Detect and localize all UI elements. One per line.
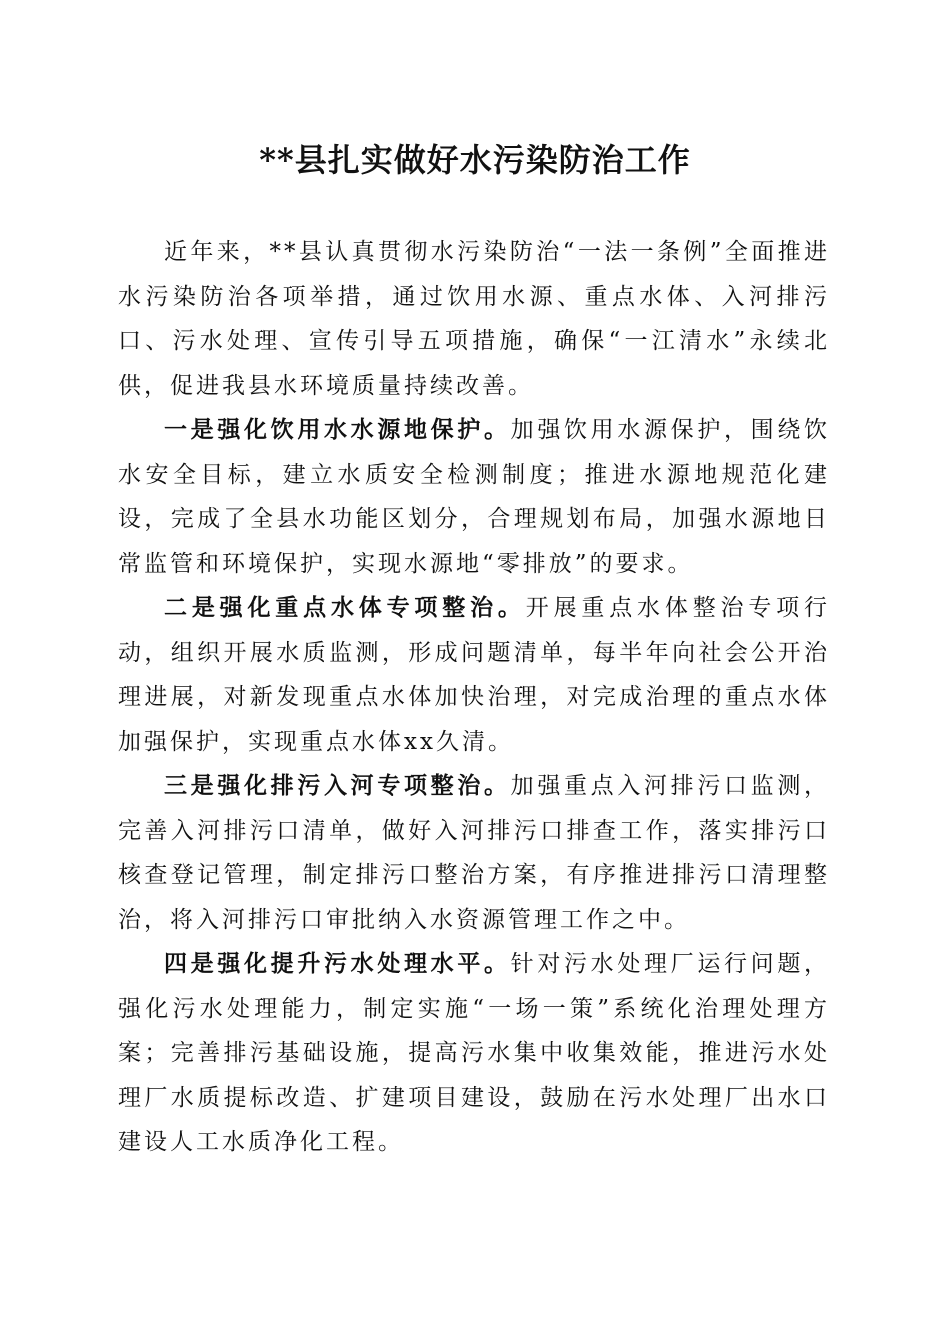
document-body — [118, 230, 830, 1165]
section-paragraph-1 — [118, 408, 830, 586]
section-text-2: 开展重点水体整治专项行动，组织开展水质监测，形成问题清单，每半年向社会公开治理进展，对新发现重点水体加快治理，对完成治理的重点水体加强保护，实现重点水体xx久清。 — [118, 595, 831, 755]
section-paragraph-2 — [118, 586, 830, 764]
section-lead-4: 四是强化提升污水处理水平。 — [164, 950, 511, 977]
document-title: **县扎实做好水污染防治工作 — [259, 141, 691, 179]
section-lead-3: 三是强化排污入河专项整治。 — [164, 772, 511, 799]
section-text-4: 针对污水处理厂运行问题，强化污水处理能力，制定实施“一场一策”系统化治理处理方案；完善排污基础设施，提高污水集中收集效能，推进污水处理厂水质提标改造、扩建项目建设，鼓励在污水处理厂出水口建设人工水质净化工程。 — [118, 951, 831, 1155]
intro-paragraph: 近年来，**县认真贯彻水污染防治“一法一条例”全面推进水污染防治各项举措，通过饮用水源、重点水体、入河排污口、污水处理、宣传引导五项措施，确保“一江清水”永续北供，促进我县水环境质量持续改善。 — [118, 239, 830, 399]
section-paragraph-3 — [118, 764, 830, 942]
section-text-3: 加强重点入河排污口监测，完善入河排污口清单，做好入河排污口排查工作，落实排污口核查登记管理，制定排污口整治方案，有序推进排污口清理整治，将入河排污口审批纳入水资源管理工作之中。 — [118, 773, 831, 933]
section-paragraph-4 — [118, 942, 830, 1165]
section-text-1: 加强饮用水源保护，围绕饮水安全目标，建立水质安全检测制度；推进水源地规范化建设，完成了全县水功能区划分，合理规划布局，加强水源地日常监管和环境保护，实现水源地“零排放”的要求。 — [118, 417, 831, 577]
section-lead-1: 一是强化饮用水水源地保护。 — [164, 416, 511, 443]
section-lead-2: 二是强化重点水体专项整治。 — [164, 594, 526, 621]
